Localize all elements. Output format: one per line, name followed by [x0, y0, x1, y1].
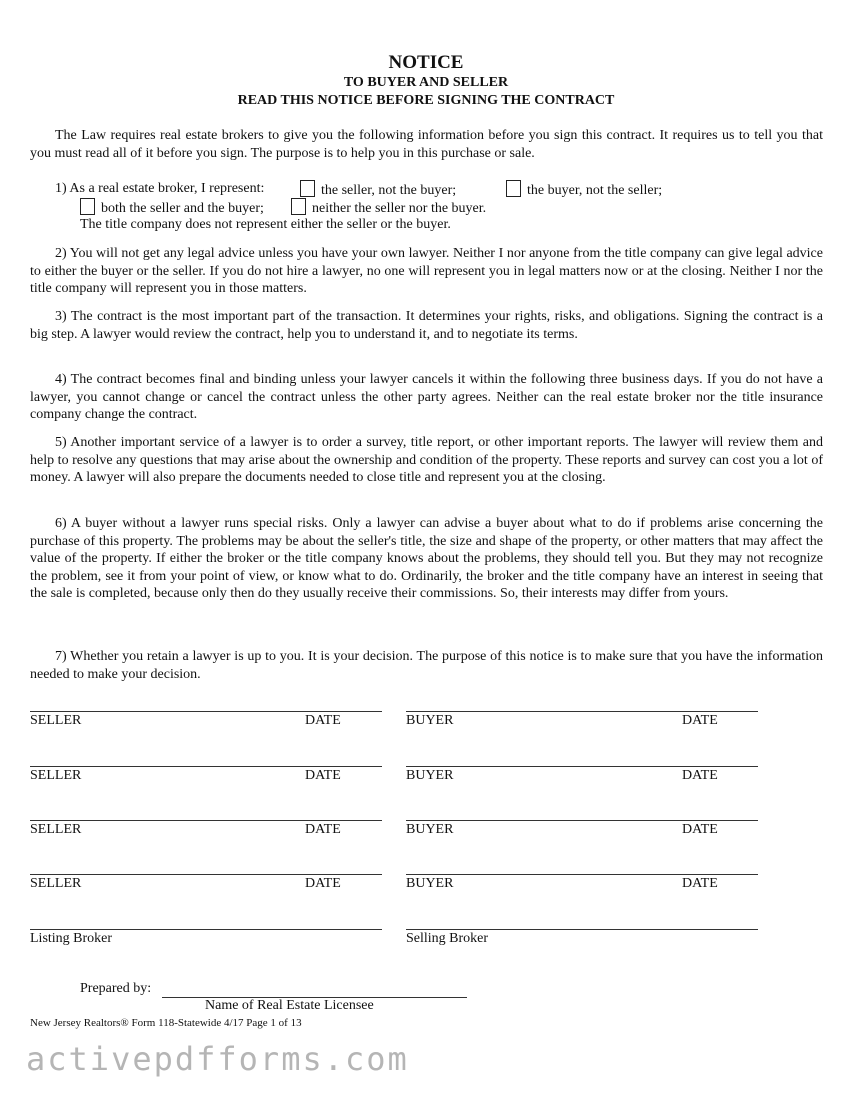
seller-label: SELLER	[30, 876, 82, 891]
page-title: NOTICE	[388, 52, 464, 73]
buyer-signature-line-2[interactable]	[406, 766, 758, 767]
form-footer: New Jersey Realtors® Form 118-Statewide 4/17 Page 1 of 13	[30, 1017, 302, 1029]
selling-broker-line[interactable]	[406, 929, 758, 930]
buyer-signature-line-1[interactable]	[406, 711, 758, 712]
buyer-label: BUYER	[406, 822, 454, 837]
option-neither-label: neither the seller nor the buyer.	[312, 201, 487, 216]
buyer-label: BUYER	[406, 713, 454, 728]
intro-paragraph: The Law requires real estate brokers to give you the following information before you sign this contract. It requires us to tell you that you must read all of it before you sign. The purpose is to help you in this purchase or sale.	[30, 128, 823, 161]
listing-broker-label: Listing Broker	[30, 931, 113, 946]
date-label: DATE	[682, 822, 718, 837]
date-label: DATE	[682, 768, 718, 783]
representation-row-1	[55, 180, 264, 197]
selling-broker-label: Selling Broker	[406, 931, 489, 946]
seller-signature-line-2[interactable]	[30, 766, 382, 767]
checkbox-buyer[interactable]	[506, 180, 521, 197]
checkbox-neither[interactable]	[291, 198, 306, 215]
date-label: DATE	[305, 768, 341, 783]
date-label: DATE	[305, 876, 341, 891]
paragraph-5: 5) Another important service of a lawyer is to order a survey, title report, or other important reports. The lawyer will review them and help to resolve any questions that may arise about the ownership and condition of the property. These reports and survey can cost you a lot of money. A lawyer will also prepare the documents needed to close title and represent you at the closing.	[30, 435, 823, 485]
date-label: DATE	[682, 876, 718, 891]
buyer-label: BUYER	[406, 768, 454, 783]
seller-signature-line-4[interactable]	[30, 874, 382, 875]
checkbox-both[interactable]	[80, 198, 95, 215]
paragraph-7: 7) Whether you retain a lawyer is up to you. It is your decision. The purpose of this notice is to make sure that you have the information needed to make your decision.	[30, 649, 823, 682]
option-seller-label: the seller, not the buyer;	[321, 183, 457, 198]
date-label: DATE	[305, 713, 341, 728]
paragraph-4: 4) The contract becomes final and binding unless your lawyer cancels it within the following three business days. If you do not have a lawyer, you cannot change or cancel the contract unless the other party agrees. Neither can the real estate broker nor the title insurance company change the contract.	[30, 372, 823, 422]
prepared-by-label: Prepared by:	[80, 981, 152, 996]
option-both[interactable]	[80, 198, 264, 217]
date-label: DATE	[305, 822, 341, 837]
title-company-note: The title company does not represent either the seller or the buyer.	[80, 217, 451, 232]
listing-broker-line[interactable]	[30, 929, 382, 930]
seller-label: SELLER	[30, 822, 82, 837]
date-label: DATE	[682, 713, 718, 728]
buyer-signature-line-4[interactable]	[406, 874, 758, 875]
seller-label: SELLER	[30, 768, 82, 783]
option-neither[interactable]	[291, 198, 486, 217]
buyer-signature-line-3[interactable]	[406, 820, 758, 821]
seller-signature-line-1[interactable]	[30, 711, 382, 712]
paragraph-6: 6) A buyer without a lawyer runs special risks. Only a lawyer can advise a buyer about what to do if problems arise concerning the purchase of this property. The problems may be about the seller's title, the size and shape of the property, or other matters that may affect the value of the property. If either the broker or the title company knows about the problems, they should tell you. But they may not recognize the problem, see it from your point of view, or know what to do. Ordinarily, the broker and the title company have an interest in seeing that the sale is completed, because only then do they usually receive their commissions. So, their interests may differ from yours.	[30, 516, 823, 601]
paragraph-2: 2) You will not get any legal advice unless you have your own lawyer. Neither I nor anyone from the title company can give legal advice to either the buyer or the seller. If you do not hire a lawyer, no one will represent you in legal matters now or at the closing. Neither I nor the title company will represent you in those matters.	[30, 246, 823, 296]
option-seller[interactable]	[300, 180, 456, 199]
paragraph-3: 3) The contract is the most important part of the transaction. It determines your rights, risks, and obligations. Signing the contract is a big step. A lawyer would review the contract, help you to understand it, and to negotiate its terms.	[30, 309, 823, 342]
buyer-label: BUYER	[406, 876, 454, 891]
option-both-label: both the seller and the buyer;	[101, 201, 264, 216]
page-instruction: READ THIS NOTICE BEFORE SIGNING THE CONTRACT	[237, 93, 615, 108]
seller-label: SELLER	[30, 713, 82, 728]
watermark: activepdfforms.com	[26, 1040, 409, 1078]
licensee-caption: Name of Real Estate Licensee	[205, 998, 374, 1013]
checkbox-seller[interactable]	[300, 180, 315, 197]
seller-signature-line-3[interactable]	[30, 820, 382, 821]
option-buyer[interactable]	[506, 180, 662, 199]
option-buyer-label: the buyer, not the seller;	[527, 183, 663, 198]
representation-prefix: 1) As a real estate broker, I represent:	[55, 181, 265, 196]
page-subtitle: TO BUYER AND SELLER	[343, 75, 509, 90]
